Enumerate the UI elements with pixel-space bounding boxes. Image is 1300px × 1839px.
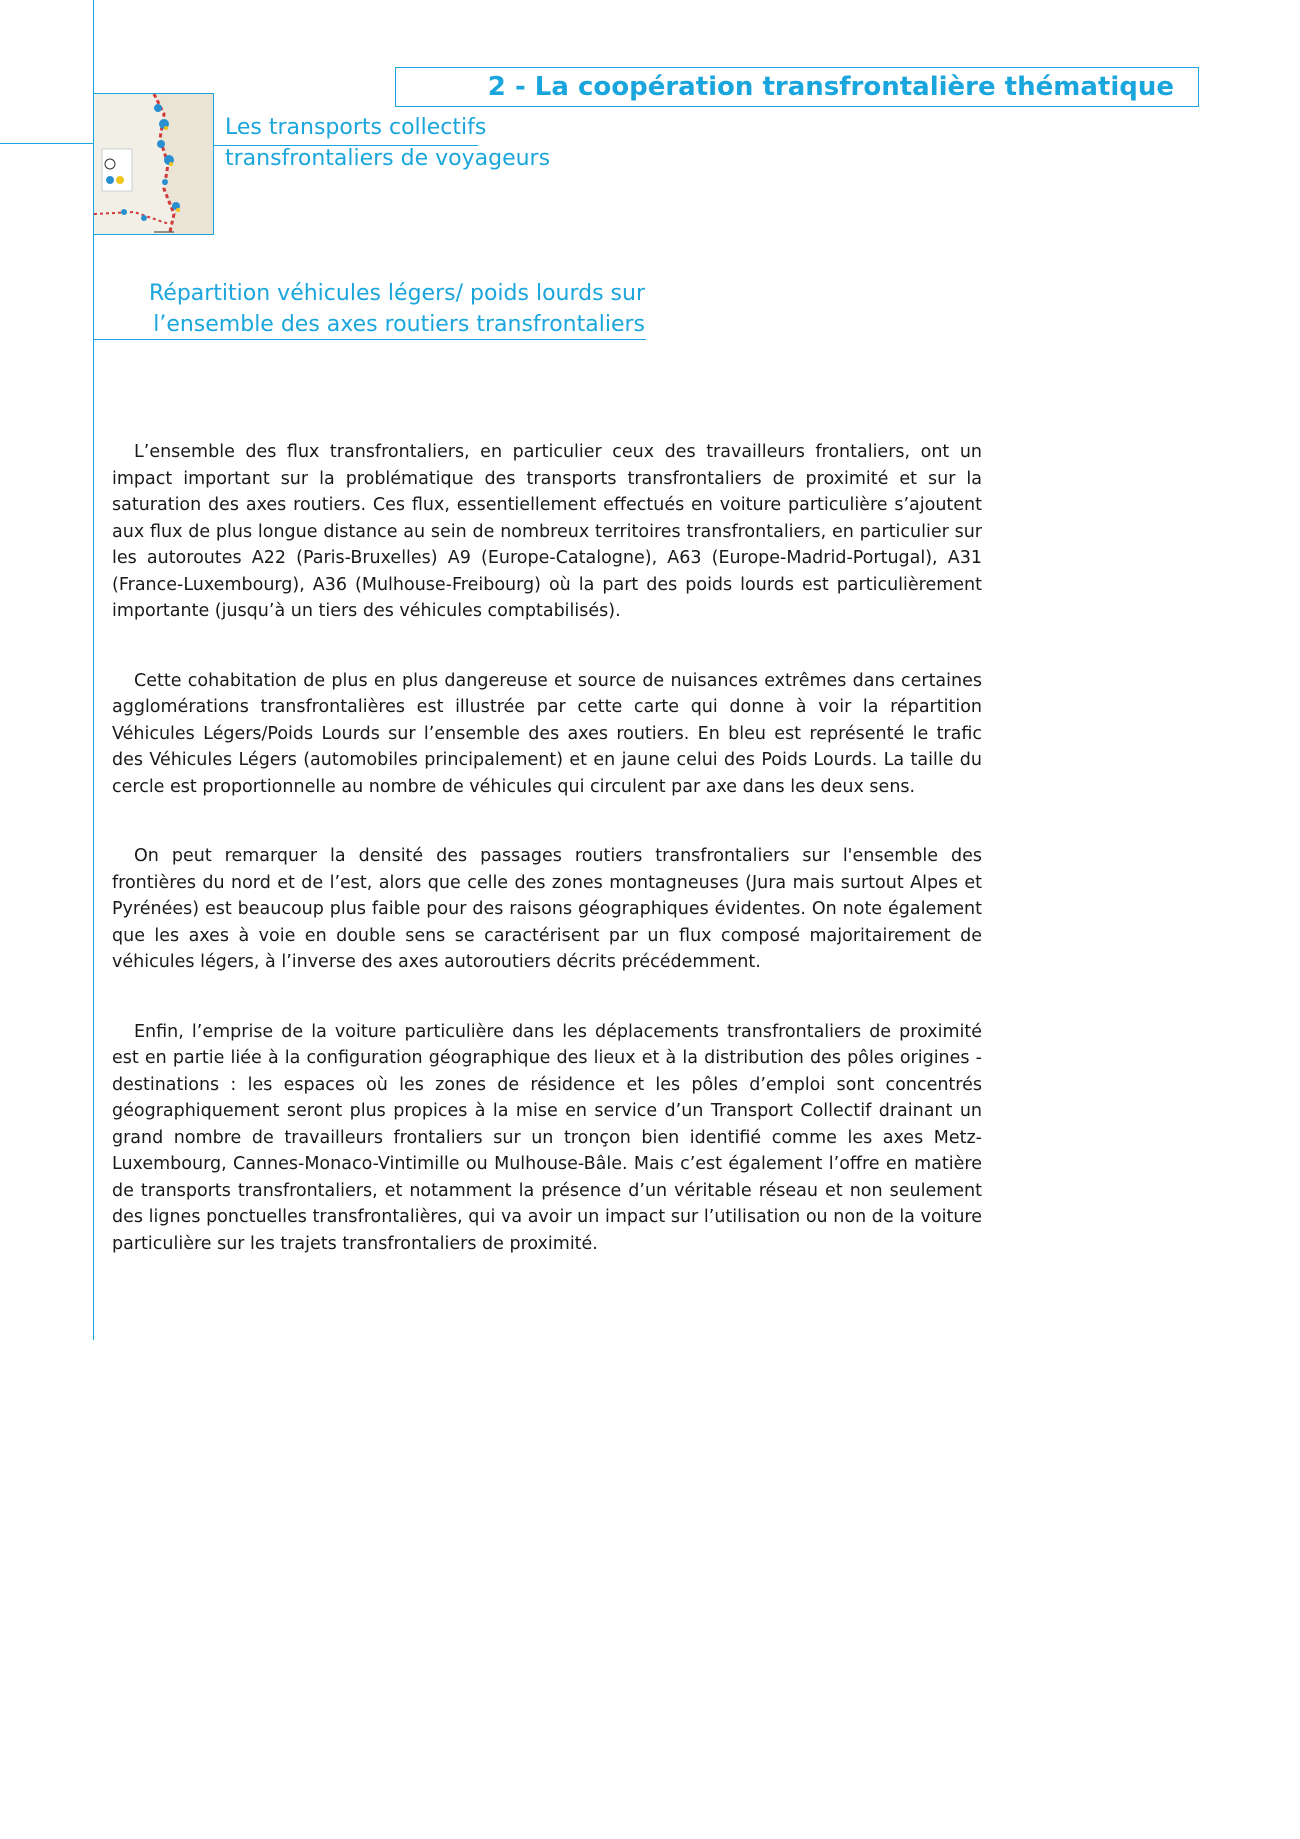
map-heading-line2: l’ensemble des axes routiers transfrontaliers <box>153 312 645 337</box>
map-heading <box>94 278 645 340</box>
body-paragraph-1: L’ensemble des flux transfrontaliers, en particulier ceux des travailleurs frontaliers, ont un impact important sur la problématique des transports transfrontaliers de proximité et sur la saturation des axes routiers. Ces flux, essentiellement effectués en voiture particulière s’ajoutent aux flux de plus longue distance au sein de nombreux territoires transfrontaliers, en particulier sur les autoroutes A22 (Paris-Bruxelles) A9 (Europe-Catalogne), A63 (Europe-Madrid-Portugal), A31 (France-Luxembourg), A36 (Mulhouse-Freibourg) où la part des poids lourds est particulièrement importante (jusqu’à un tiers des véhicules comptabilisés). <box>112 442 982 621</box>
chapter-header <box>395 67 1199 107</box>
body-paragraph-3: On peut remarquer la densité des passages routiers transfrontaliers sur l'ensemble des frontières du nord et de l’est, alors que celle des zones montagneuses (Jura mais surtout Alpes et Pyrénées) est beaucoup plus faible pour des raisons géographiques évidentes. On note également que les axes à voie en double sens se caractérisent par un flux composé majoritairement de véhicules légers, à l’inverse des axes autoroutiers décrits précédemment. <box>112 846 982 972</box>
section-title-underline <box>214 145 478 146</box>
section-title <box>225 112 550 174</box>
body-text <box>112 439 982 1300</box>
map-heading-line1: Répartition véhicules légers/ poids lourds sur <box>148 281 645 306</box>
map-heading-underline <box>94 339 646 340</box>
map-thumbnail-icon <box>93 93 214 235</box>
chapter-title: 2 - La coopération transfrontalière thématique <box>487 72 1174 102</box>
body-paragraph-2: Cette cohabitation de plus en plus dangereuse et source de nuisances extrêmes dans certaines agglomérations transfrontalières est illustrée par cette carte qui donne à voir la répartition Véhicules Légers/Poids Lourds sur l’ensemble des axes routiers. En bleu est représenté le trafic des Véhicules Légers (automobiles principalement) et en jaune celui des Poids Lourds. La taille du cercle est proportionnelle au nombre de véhicules qui circulent par axe dans les deux sens. <box>112 670 982 797</box>
section-title-line2: transfrontaliers de voyageurs <box>225 146 551 171</box>
body-paragraph-4: Enfin, l’emprise de la voiture particulière dans les déplacements transfrontaliers de proximité est en partie liée à la configuration géographique des lieux et à la distribution des pôles origines - destinations : les espaces où les zones de résidence et les pôles d’emploi sont concentrés géographiquement seront plus propices à la mise en service d’un Transport Collectif drainant un grand nombre de travailleurs frontaliers sur un tronçon bien identifié comme les axes Metz-Luxembourg, Cannes-Monaco-Vintimille ou Mulhouse-Bâle. Mais c’est également l’offre en matière de transports transfrontaliers, et notamment la présence d’un véritable réseau et non seulement des lignes ponctuelles transfrontalières, qui va avoir un impact sur l’utilisation ou non de la voiture particulière sur les trajets transfrontaliers de proximité. <box>112 1021 982 1254</box>
top-left-rule <box>0 143 94 144</box>
section-title-line1: Les transports collectifs <box>225 115 487 140</box>
